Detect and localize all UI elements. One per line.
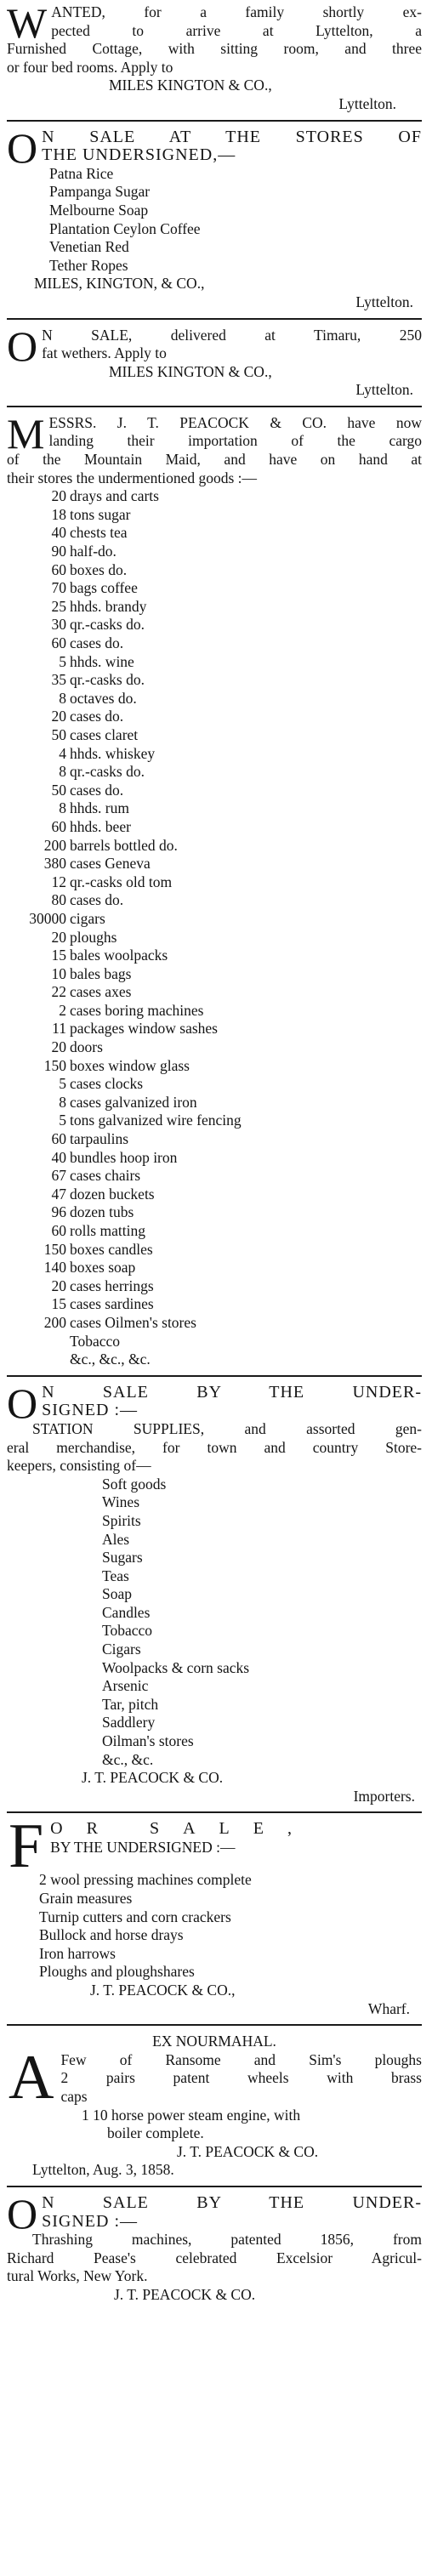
- ad-cargo-items: [7, 487, 422, 1369]
- ad-nourmahal-line: 2 pairs patent wheels with brass: [60, 2069, 422, 2087]
- cargo-item-description: hhds. beer: [70, 817, 131, 835]
- cargo-item-description: chests tea: [70, 524, 128, 542]
- cargo-item: [7, 487, 422, 506]
- cargo-item-description: hhds. brandy: [70, 597, 147, 615]
- cargo-item-description: boxes soap: [70, 1259, 136, 1277]
- cargo-item: [7, 1057, 422, 1076]
- cargo-item-quantity: 5: [59, 1075, 66, 1093]
- ad-nourmahal-heading: EX NOURMAHAL.: [152, 2033, 276, 2050]
- cargo-item: [7, 726, 422, 745]
- cargo-item-quantity: 35: [51, 671, 66, 689]
- ad-stores-place: Lyttelton.: [355, 293, 413, 310]
- ad-timaru-place: Lyttelton.: [355, 381, 413, 399]
- ad-supplies-heading: N SALE BY THE UNDER-: [42, 1383, 422, 1402]
- cargo-item-quantity: 18: [51, 505, 66, 523]
- ad-wanted-line: pected to arrive at Lyttelton, a: [51, 21, 422, 39]
- cargo-item-quantity: 20: [51, 1277, 66, 1294]
- cargo-item-quantity: 96: [51, 1203, 66, 1221]
- cargo-item: [7, 1333, 422, 1351]
- cargo-item-description: cases do.: [70, 634, 124, 651]
- cargo-item: [7, 983, 422, 1002]
- cargo-item-quantity: 20: [51, 1038, 66, 1056]
- cargo-item-description: drays and carts: [70, 487, 159, 505]
- cargo-item-quantity: 12: [51, 873, 66, 890]
- cargo-item: [7, 1038, 422, 1057]
- list-item: Soft goods: [102, 1475, 167, 1493]
- cargo-item: [7, 579, 422, 598]
- ad-supplies-signature: J. T. PEACOCK & CO.: [82, 1769, 224, 1787]
- cargo-item-quantity: 2: [59, 1001, 66, 1019]
- cargo-item-description: &c., &c., &c.: [70, 1351, 151, 1368]
- ad-station-supplies: [7, 1384, 422, 1806]
- cargo-item: [7, 910, 422, 929]
- list-item: Plantation Ceylon Coffee: [49, 219, 201, 237]
- cargo-item: [7, 634, 422, 653]
- divider: [7, 2186, 422, 2187]
- cargo-item-description: cases do.: [70, 781, 124, 799]
- list-item: 2 wool pressing machines complete: [39, 1871, 252, 1889]
- ad-cargo-intro: of the Mountain Maid, and have on hand at: [7, 451, 422, 469]
- cargo-item: [7, 763, 422, 782]
- ad-supplies-role: Importers.: [353, 1787, 415, 1805]
- cargo-item-quantity: 8: [59, 763, 66, 781]
- cargo-item-description: half-do.: [70, 543, 117, 560]
- list-item: Arsenic: [102, 1677, 149, 1695]
- list-item: Grain measures: [39, 1890, 133, 1907]
- cargo-item-description: cases herrings: [70, 1277, 154, 1294]
- list-item: Pampanga Sugar: [49, 183, 151, 201]
- list-item: Sugars: [102, 1549, 143, 1567]
- cargo-item-description: cases Geneva: [70, 855, 151, 873]
- cargo-item-description: cases do.: [70, 708, 124, 725]
- cargo-item-quantity: 67: [51, 1167, 66, 1185]
- ad-peacock-dropcap: M: [7, 413, 45, 458]
- cargo-item-quantity: 40: [51, 524, 66, 542]
- cargo-item: [7, 1203, 422, 1222]
- ad-stores: [7, 128, 422, 312]
- list-item: Tobacco: [102, 1622, 153, 1640]
- ad-forsale-signature: J. T. PEACOCK & CO.,: [90, 1981, 236, 1999]
- ad-thrashing-heading: N SALE BY THE UNDER-: [42, 2193, 422, 2212]
- cargo-item: [7, 690, 422, 708]
- cargo-item-quantity: 22: [51, 983, 66, 1001]
- cargo-item: [7, 799, 422, 818]
- ad-wanted-place: Lyttelton.: [338, 94, 396, 112]
- divider: [7, 2024, 422, 2026]
- cargo-item-quantity: 20: [51, 487, 66, 505]
- list-item: Ploughs and ploughshares: [39, 1963, 195, 1981]
- cargo-item-quantity: 8: [59, 799, 66, 817]
- ad-wanted-signature: MILES KINGTON & CO.,: [109, 77, 272, 94]
- list-item: Melbourne Soap: [49, 201, 149, 219]
- cargo-item-description: ploughs: [70, 928, 117, 946]
- cargo-item: [7, 1167, 422, 1186]
- cargo-item: [7, 1314, 422, 1333]
- list-item: Saddlery: [102, 1714, 156, 1732]
- cargo-item-description: cases do.: [70, 891, 124, 909]
- ad-for-sale: [7, 1820, 422, 2018]
- cargo-item-quantity: 30000: [29, 909, 66, 927]
- cargo-item: [7, 1149, 422, 1168]
- cargo-item-quantity: 5: [59, 1112, 66, 1129]
- ad-wanted-line: ANTED, for a family shortly ex-: [51, 3, 422, 20]
- cargo-item: [7, 1130, 422, 1149]
- list-item: Venetian Red: [49, 238, 129, 256]
- ad-supplies-line: keepers, consisting of—: [7, 1457, 151, 1475]
- ad-forsale-heading: OR SALE,: [50, 1820, 315, 1839]
- cargo-item: [7, 1020, 422, 1038]
- ad-stores-items: [7, 165, 422, 276]
- ad-wanted-line: Furnished Cottage, with sitting room, and three: [7, 40, 422, 58]
- cargo-item-quantity: 60: [51, 560, 66, 578]
- ad-forsale-place: Wharf.: [367, 1999, 410, 2017]
- ad-thrashing-line: Thrashing machines, patented 1856, from: [32, 2231, 422, 2249]
- divider: [7, 120, 422, 122]
- cargo-item-quantity: 60: [51, 1130, 66, 1148]
- cargo-item-quantity: 47: [51, 1185, 66, 1203]
- cargo-item-quantity: 200: [43, 836, 66, 854]
- cargo-item-quantity: 60: [51, 817, 66, 835]
- cargo-item: [7, 818, 422, 837]
- ad-thrashing-line: tural Works, New York.: [7, 2267, 148, 2285]
- cargo-item-description: cases clocks: [70, 1075, 144, 1093]
- ad-wanted: [7, 3, 422, 114]
- cargo-item-description: tons galvanized wire fencing: [70, 1112, 242, 1129]
- cargo-item: [7, 1351, 422, 1369]
- cargo-item: [7, 1222, 422, 1241]
- cargo-item: [7, 1002, 422, 1021]
- cargo-item: [7, 1277, 422, 1296]
- cargo-item-quantity: 50: [51, 725, 66, 743]
- ad-nourmahal: [7, 2033, 422, 2180]
- ad-nourmahal-date: Lyttelton, Aug. 3, 1858.: [32, 2161, 174, 2179]
- cargo-item: [7, 745, 422, 764]
- list-item: Bullock and horse drays: [39, 1926, 184, 1944]
- cargo-item: [7, 782, 422, 800]
- cargo-item-quantity: 140: [43, 1259, 66, 1277]
- cargo-item-description: rolls matting: [70, 1222, 145, 1239]
- cargo-item-quantity: 70: [51, 579, 66, 597]
- cargo-item: [7, 837, 422, 856]
- list-item: Teas: [102, 1567, 129, 1584]
- cargo-item-description: bales woolpacks: [70, 947, 168, 964]
- cargo-item: [7, 1075, 422, 1094]
- ad-thrashing-line: Richard Pease's celebrated Excelsior Agricul-: [7, 2249, 422, 2266]
- cargo-item-quantity: 150: [43, 1240, 66, 1258]
- cargo-item: [7, 1094, 422, 1112]
- ad-cargo-intro: ESSRS. J. T. PEACOCK & CO. have now: [48, 413, 422, 431]
- cargo-item: [7, 1112, 422, 1130]
- cargo-item-description: cases axes: [70, 983, 132, 1001]
- list-item: &c., &c.: [102, 1750, 154, 1768]
- cargo-item-description: tons sugar: [70, 505, 131, 523]
- cargo-item-description: bags coffee: [70, 579, 138, 597]
- cargo-item-quantity: 40: [51, 1148, 66, 1166]
- cargo-item-description: boxes candles: [70, 1240, 153, 1258]
- list-item: Ales: [102, 1530, 130, 1548]
- cargo-item: [7, 929, 422, 947]
- cargo-item-quantity: 60: [51, 634, 66, 651]
- cargo-item-quantity: 50: [51, 781, 66, 799]
- cargo-item-description: cases Oilmen's stores: [70, 1313, 196, 1331]
- cargo-item-description: cases galvanized iron: [70, 1093, 197, 1111]
- divider: [7, 318, 422, 320]
- ad-timaru-dropcap: O: [7, 326, 38, 370]
- cargo-item-description: bundles hoop iron: [70, 1148, 178, 1166]
- list-item: Spirits: [102, 1511, 141, 1529]
- ad-nourmahal-line: caps: [60, 2087, 88, 2105]
- cargo-item-description: dozen buckets: [70, 1185, 155, 1203]
- cargo-item-quantity: 60: [51, 1222, 66, 1239]
- cargo-item-quantity: 150: [43, 1056, 66, 1074]
- cargo-item: [7, 616, 422, 634]
- list-item: Cigars: [102, 1641, 141, 1658]
- ad-timaru-line: fat wethers. Apply to: [42, 344, 167, 362]
- cargo-item: [7, 708, 422, 726]
- ad-supplies-heading: SIGNED :—: [42, 1401, 138, 1420]
- cargo-item-quantity: 8: [59, 689, 66, 707]
- cargo-item-description: qr.-casks do.: [70, 616, 145, 634]
- list-item: Wines: [102, 1493, 140, 1511]
- ad-supplies-items: [7, 1476, 422, 1770]
- cargo-item-description: cases sardines: [70, 1295, 154, 1313]
- cargo-item: [7, 506, 422, 525]
- cargo-item-quantity: 10: [51, 964, 66, 982]
- cargo-item-description: cases chairs: [70, 1167, 141, 1185]
- ad-nourmahal-dropcap: A: [9, 2042, 54, 2113]
- cargo-item-description: hhds. whiskey: [70, 744, 156, 762]
- list-item: Soap: [102, 1585, 132, 1603]
- ad-nourmahal-line: Few of Ransome and Sim's ploughs: [60, 2050, 422, 2068]
- cargo-item-description: dozen tubs: [70, 1203, 134, 1221]
- list-item: Iron harrows: [39, 1944, 116, 1962]
- cargo-item: [7, 1295, 422, 1314]
- cargo-item-description: packages window sashes: [70, 1020, 218, 1038]
- cargo-item-description: Tobacco: [70, 1332, 121, 1350]
- cargo-item: [7, 598, 422, 617]
- ad-supplies-dropcap: O: [7, 1383, 38, 1427]
- ad-cargo-intro: landing their importation of the cargo: [48, 432, 422, 450]
- ad-thrashing-heading: SIGNED :—: [42, 2211, 138, 2231]
- ad-timaru-signature: MILES KINGTON & CO.,: [109, 362, 272, 380]
- list-item: Turnip cutters and corn crackers: [39, 1908, 231, 1925]
- ad-forsale-items: [7, 1871, 422, 1982]
- ad-peacock-cargo: [7, 414, 422, 1369]
- ad-timaru-line: N SALE, delivered at Timaru, 250: [42, 326, 422, 344]
- ad-supplies-line: eral merchandise, for town and country Store-: [7, 1438, 422, 1456]
- ad-nourmahal-signature: J. T. PEACOCK & CO.: [177, 2142, 319, 2160]
- cargo-item-description: qr.-casks do.: [70, 763, 145, 781]
- cargo-item-quantity: 20: [51, 708, 66, 725]
- cargo-item-quantity: 200: [43, 1313, 66, 1331]
- cargo-item-description: hhds. rum: [70, 799, 129, 817]
- ad-supplies-line: STATION SUPPLIES, and assorted gen-: [32, 1419, 422, 1437]
- cargo-item-quantity: 4: [59, 744, 66, 762]
- cargo-item: [7, 873, 422, 892]
- list-item: Patna Rice: [49, 164, 114, 182]
- ad-thrashing: [7, 2194, 422, 2305]
- cargo-item-description: octaves do.: [70, 689, 137, 707]
- ad-thrashing-signature: J. T. PEACOCK & CO.: [114, 2285, 256, 2303]
- cargo-item-description: barrels bottled do.: [70, 836, 178, 854]
- cargo-item: [7, 524, 422, 543]
- cargo-item: [7, 855, 422, 873]
- ad-stores-signature: MILES, KINGTON, & CO.,: [34, 275, 205, 293]
- cargo-item: [7, 965, 422, 984]
- cargo-item-quantity: 30: [51, 616, 66, 634]
- cargo-item-quantity: 380: [43, 855, 66, 873]
- list-item: Woolpacks & corn sacks: [102, 1658, 250, 1676]
- ad-stores-heading: THE UNDERSIGNED,—: [42, 145, 236, 165]
- cargo-item-description: qr.-casks do.: [70, 671, 145, 689]
- cargo-item-description: boxes do.: [70, 560, 128, 578]
- ad-forsale-dropcap: F: [9, 1820, 44, 1882]
- cargo-item-quantity: 90: [51, 543, 66, 560]
- divider: [7, 406, 422, 407]
- cargo-item-quantity: 80: [51, 891, 66, 909]
- ad-stores-dropcap: O: [7, 128, 38, 172]
- cargo-item-quantity: 15: [51, 1295, 66, 1313]
- cargo-item: [7, 891, 422, 910]
- ad-cargo-intro: their stores the undermentioned goods :—: [7, 469, 258, 486]
- divider: [7, 1811, 422, 1813]
- ad-wanted-line: or four bed rooms. Apply to: [7, 58, 173, 76]
- cargo-item-description: cases boring machines: [70, 1001, 204, 1019]
- cargo-item-quantity: 20: [51, 928, 66, 946]
- cargo-item: [7, 947, 422, 965]
- cargo-item: [7, 1186, 422, 1204]
- ad-thrashing-dropcap: O: [7, 2193, 38, 2238]
- cargo-item: [7, 561, 422, 580]
- cargo-item: [7, 1241, 422, 1260]
- cargo-item-description: cases claret: [70, 725, 139, 743]
- cargo-item: [7, 1259, 422, 1277]
- cargo-item-quantity: 15: [51, 947, 66, 964]
- cargo-item-description: qr.-casks old tom: [70, 873, 173, 890]
- cargo-item: [7, 653, 422, 672]
- list-item: Tether Ropes: [49, 256, 128, 274]
- cargo-item: [7, 671, 422, 690]
- ad-forsale-subheading: BY THE UNDERSIGNED :—: [50, 1839, 236, 1856]
- cargo-item-quantity: 5: [59, 652, 66, 670]
- list-item: Candles: [102, 1603, 151, 1621]
- cargo-item-quantity: 25: [51, 597, 66, 615]
- cargo-item: [7, 543, 422, 561]
- cargo-item-description: tarpaulins: [70, 1130, 129, 1148]
- ad-wanted-dropcap: W: [7, 3, 48, 47]
- cargo-item-description: hhds. wine: [70, 652, 134, 670]
- ad-stores-heading: N SALE AT THE STORES OF: [42, 128, 422, 146]
- ad-timaru: [7, 327, 422, 400]
- cargo-item-description: doors: [70, 1038, 103, 1056]
- list-item: Tar, pitch: [102, 1695, 159, 1713]
- ad-nourmahal-line: 1 10 horse power steam engine, with: [82, 2106, 301, 2124]
- cargo-item-description: cigars: [70, 909, 105, 927]
- cargo-item-description: bales bags: [70, 964, 132, 982]
- cargo-item-quantity: 11: [52, 1020, 66, 1038]
- list-item: Oilman's stores: [102, 1732, 194, 1750]
- cargo-item-description: boxes window glass: [70, 1056, 190, 1074]
- cargo-item-quantity: 8: [59, 1093, 66, 1111]
- divider: [7, 1375, 422, 1377]
- ad-nourmahal-line: boiler complete.: [107, 2124, 204, 2142]
